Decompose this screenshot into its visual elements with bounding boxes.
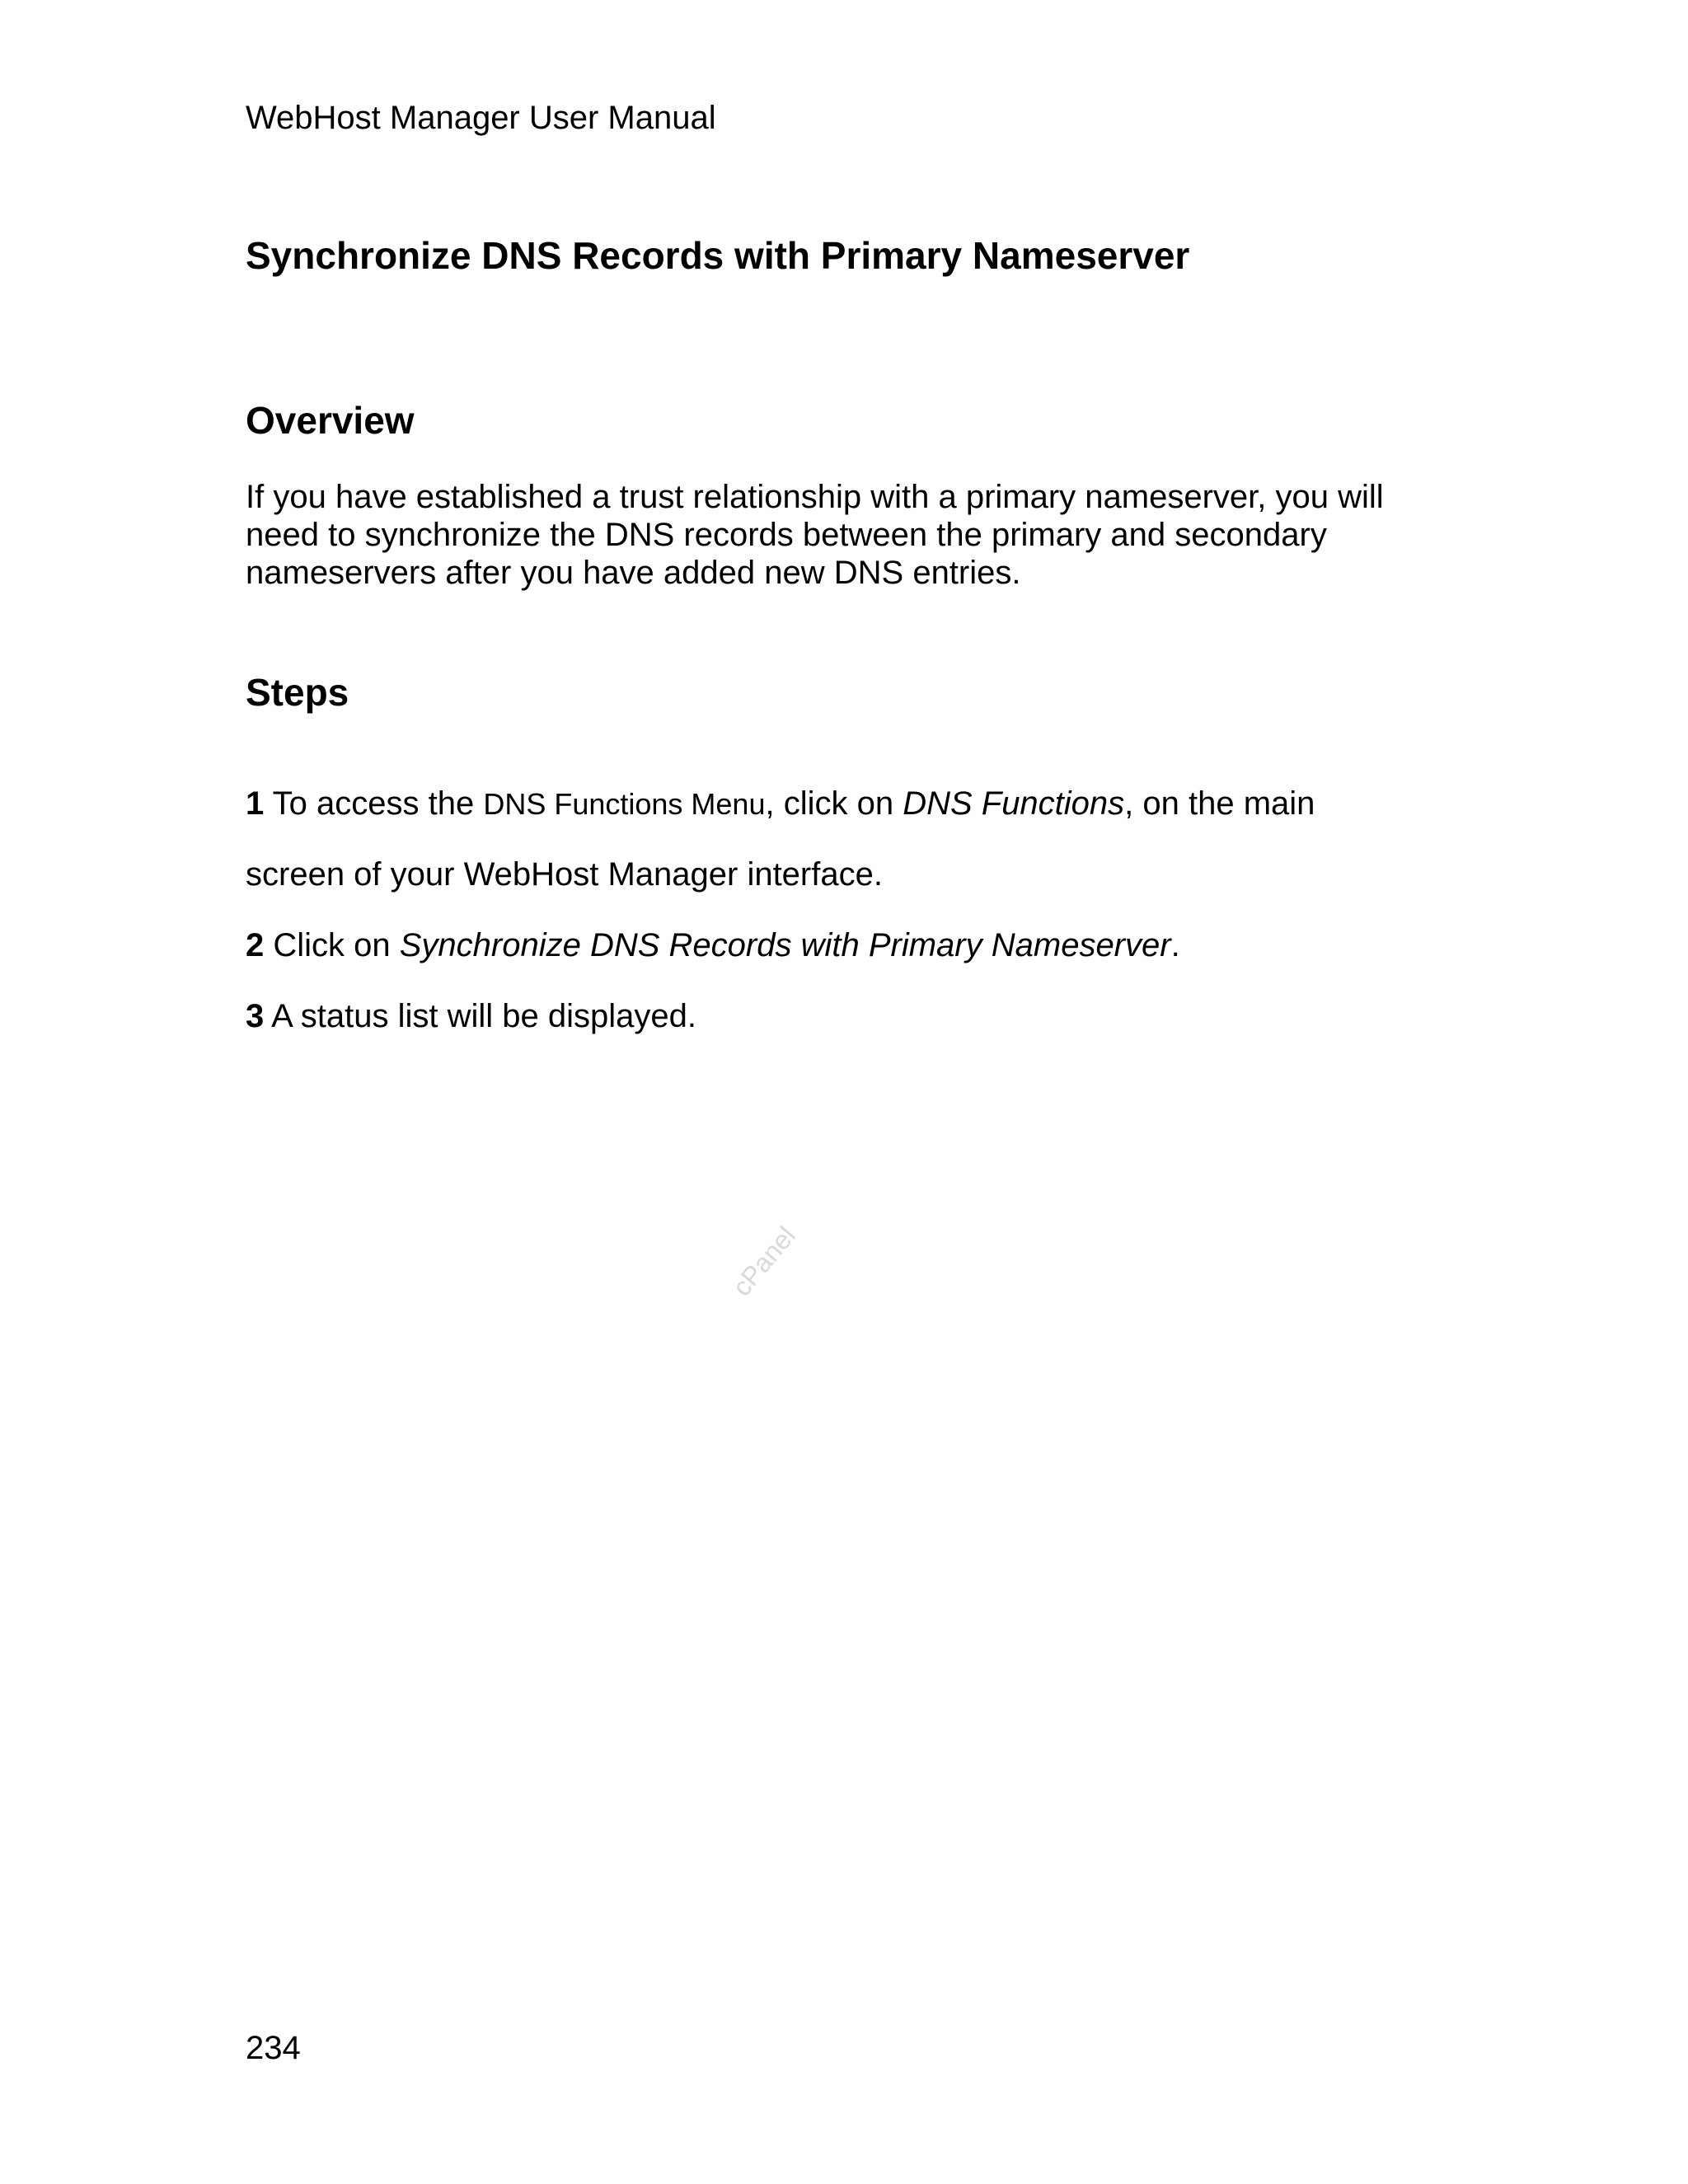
step-text: Click on — [264, 927, 400, 963]
step-3 — [246, 996, 696, 1037]
watermark: cPanel — [726, 1221, 802, 1302]
running-header: WebHost Manager User Manual — [246, 100, 716, 136]
step-2 — [246, 925, 1180, 966]
step-1 — [246, 783, 1315, 825]
synchronize-dns-link: Synchronize DNS Records with Primary Nameserver — [399, 927, 1171, 963]
overview-line: nameservers after you have added new DNS entries. — [246, 555, 1021, 591]
step-text: . — [1170, 927, 1180, 963]
overview-heading: Overview — [246, 399, 415, 442]
overview-line: If you have established a trust relationship with a primary nameserver, you will — [246, 479, 1384, 515]
step-text: , click on — [765, 785, 903, 822]
step-text: A status list will be displayed. — [264, 998, 696, 1034]
dns-functions-link: DNS Functions — [903, 785, 1125, 822]
step-1-continuation: screen of your WebHost Manager interface. — [246, 856, 883, 893]
step-number: 3 — [246, 998, 265, 1034]
page-title: Synchronize DNS Records with Primary Nameserver — [246, 234, 1190, 277]
menu-name: DNS Functions Menu — [483, 787, 766, 821]
step-number: 2 — [246, 927, 265, 963]
overview-line: need to synchronize the DNS records between the primary and secondary — [246, 517, 1327, 553]
step-number: 1 — [246, 785, 265, 822]
steps-heading: Steps — [246, 671, 349, 714]
step-text: To access the — [264, 785, 484, 822]
overview-paragraph — [246, 478, 1416, 592]
step-text: , on the main — [1124, 785, 1315, 822]
page-number: 234 — [246, 2030, 301, 2066]
